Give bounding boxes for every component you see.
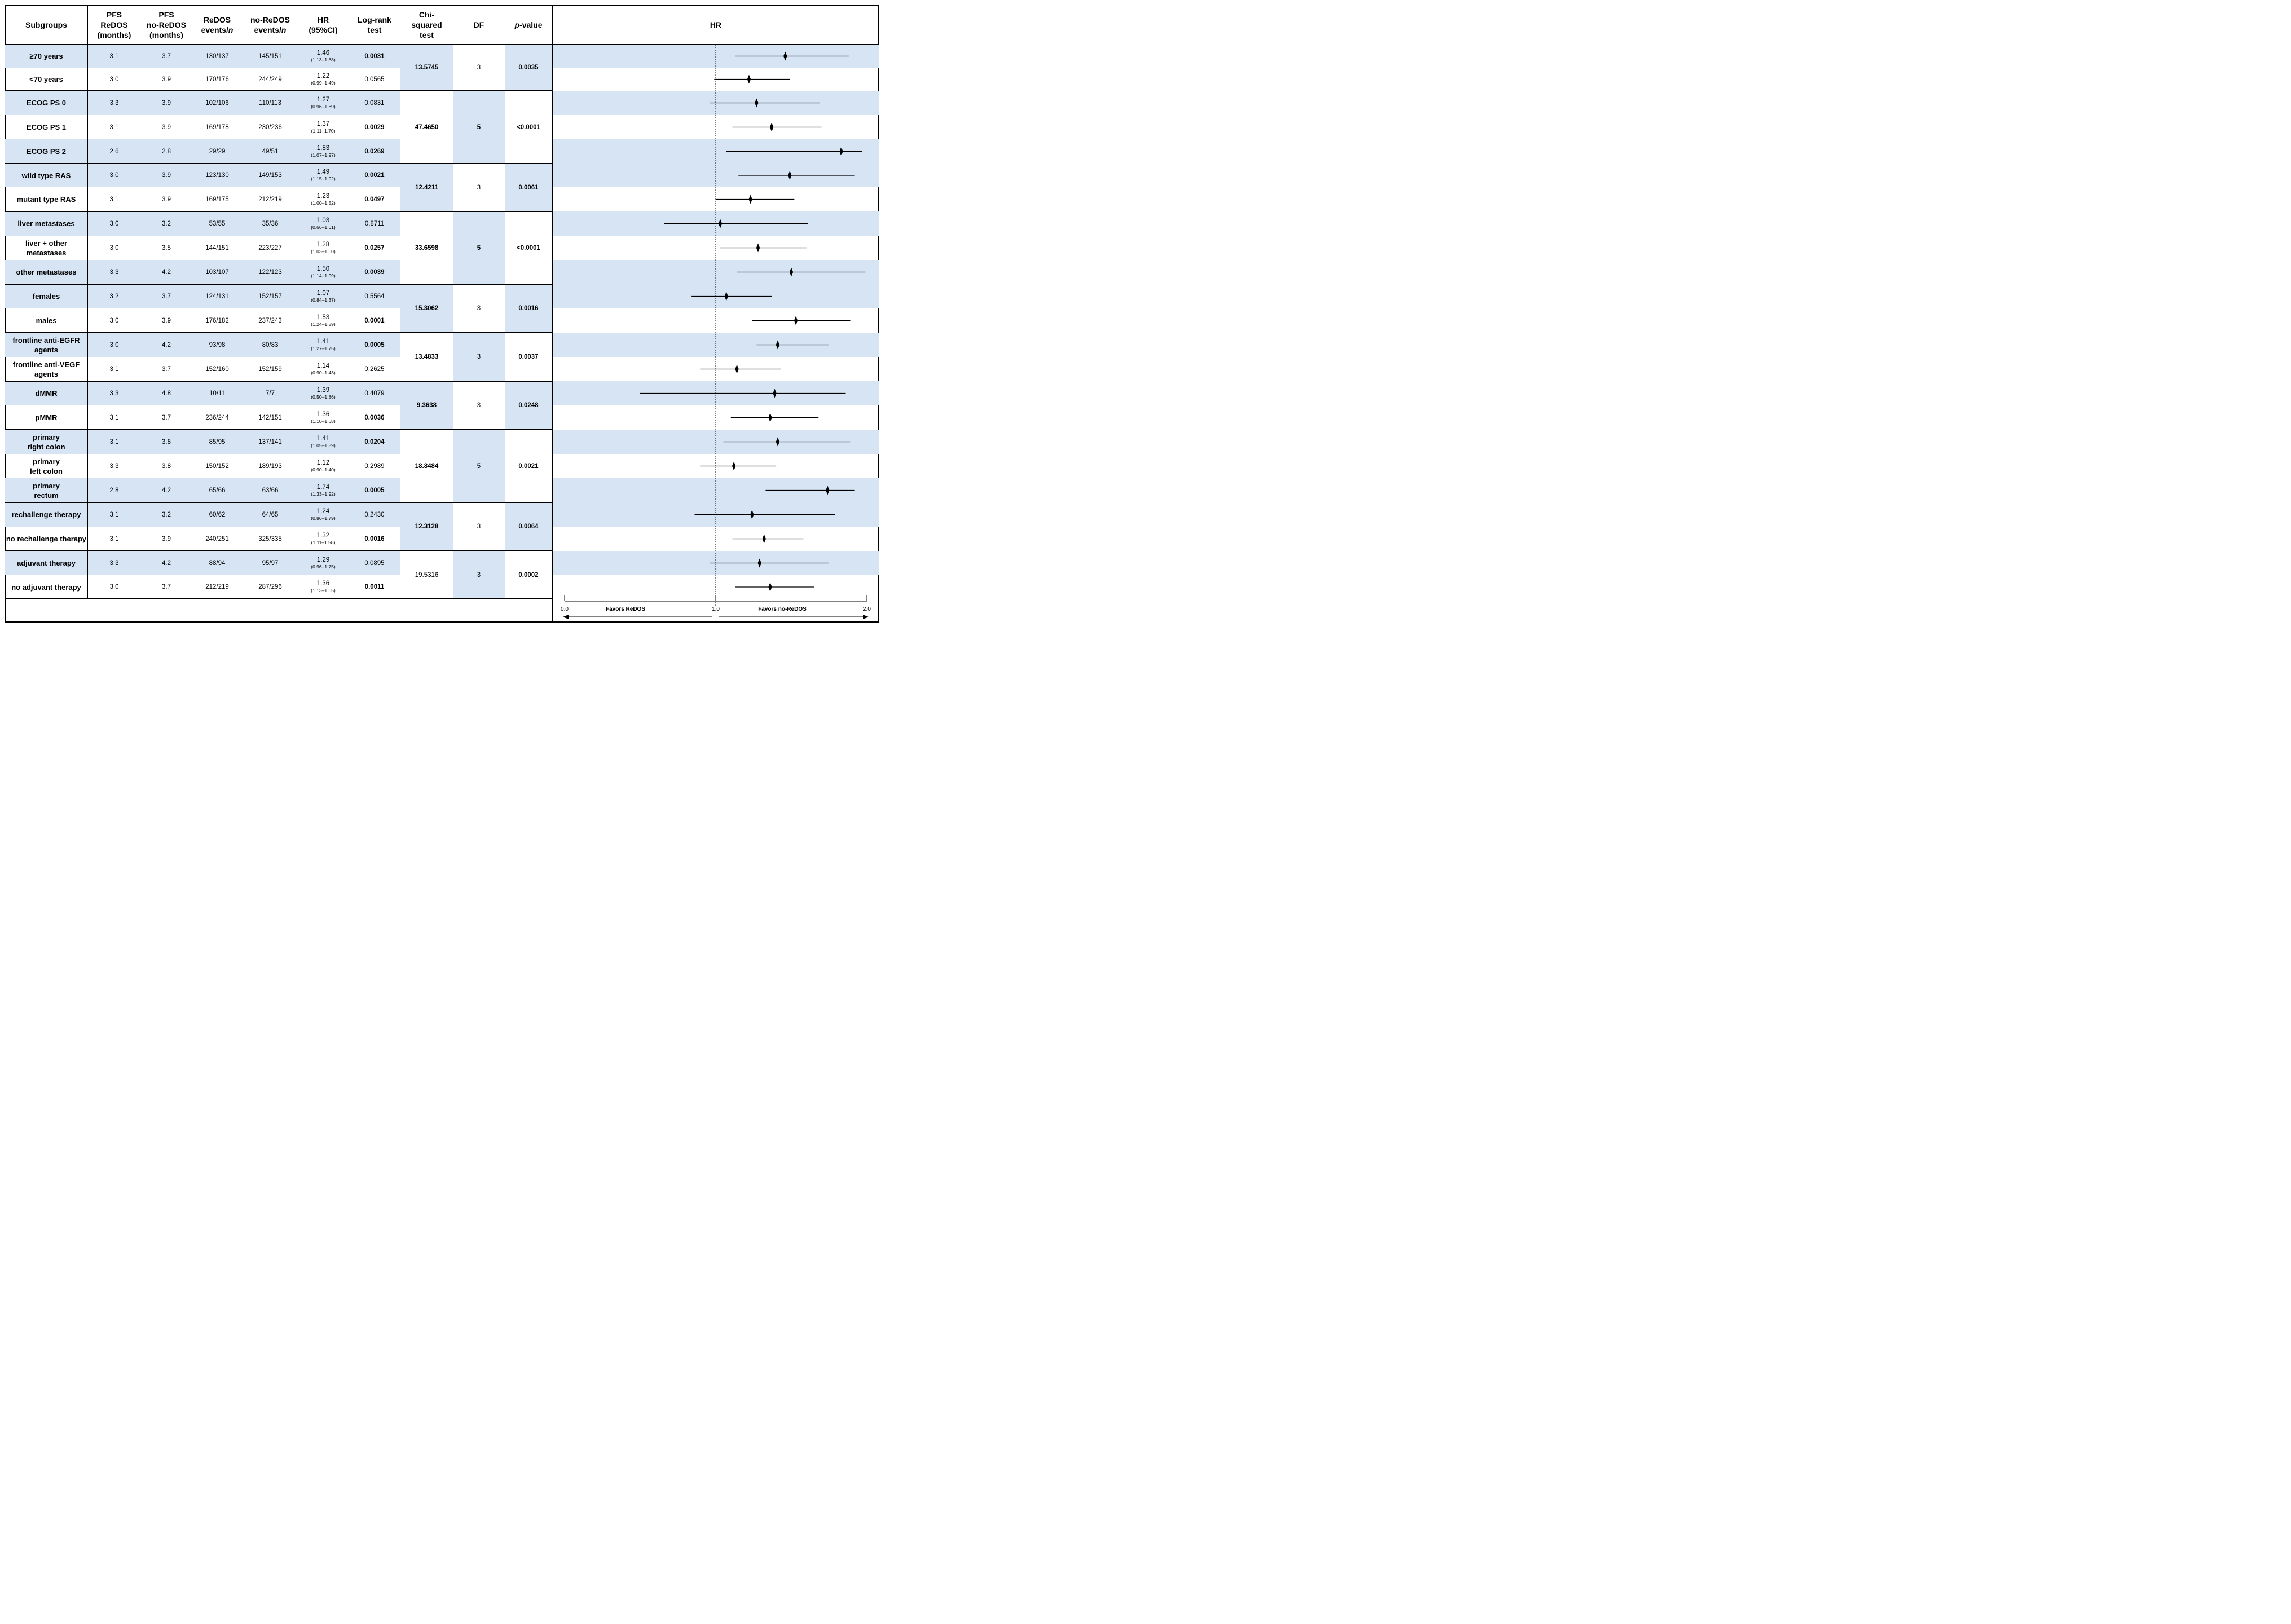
noredos-events-value: 149/153 [258,172,282,179]
subgroup-label-text: ≥70 years [29,52,63,60]
noredos-events-value: 189/193 [258,462,282,470]
subgroup-label-text: wild type RAS [21,171,71,180]
noredos-events-value: 80/83 [262,341,279,348]
df-value: 3 [477,571,481,579]
noredos-events-value: 63/66 [262,487,279,494]
header-rule [5,44,879,45]
df-value: 3 [477,64,481,71]
hr-value: 1.24 [316,508,330,515]
pfs-noredos-value: 3.7 [162,52,171,60]
subgroup-label-text: metastases [26,248,67,257]
header-text: no-ReDOS [147,20,186,29]
subgroup-label-text: ECOG PS 1 [26,123,67,131]
noredos-events-value: 325/335 [258,535,282,542]
redos-events-value: 169/175 [205,196,229,203]
ci-value: (0.86–1.79) [311,515,336,521]
redos-events-value: 152/160 [205,365,229,373]
pfs-noredos-value: 3.9 [162,535,171,542]
logrank-value: 0.0029 [364,123,385,131]
pfs-noredos-value: 3.9 [162,172,171,179]
subgroup-label-text: left colon [30,466,63,475]
hr-value: 1.32 [316,532,330,539]
logrank-value: 0.0565 [364,76,385,83]
df-value: 5 [477,462,481,470]
chi-value: 47.4650 [415,123,439,131]
pfs-noredos-value: 3.7 [162,365,171,373]
ci-value: (0.50–1.86) [311,394,336,400]
x-tick-label: 0.0 [561,606,569,612]
header-text: HR [710,20,722,29]
ci-value: (1.10–1.68) [311,418,336,424]
ci-value: (1.14–1.99) [311,272,336,279]
pfs-redos-value: 3.0 [109,76,119,83]
hr-value: 1.49 [316,169,330,175]
redos-events-value: 150/152 [205,462,229,470]
subgroup-label-text: liver + other [25,239,68,248]
ci-value: (1.27–1.75) [311,345,336,351]
header-text: Log-rank [358,15,391,24]
pfs-noredos-value: 3.5 [162,244,171,251]
subgroup-label-text: adjuvant therapy [16,559,76,567]
redos-events-value: 65/66 [209,487,226,494]
pfs-noredos-value: 3.7 [162,293,171,300]
pfs-redos-value: 3.0 [109,341,119,348]
ci-value: (0.84–1.37) [311,297,336,303]
redos-events-value: 10/11 [209,390,225,397]
noredos-events-value: 49/51 [262,148,279,155]
pvalue-value: 0.0061 [518,184,539,191]
redos-events-value: 102/106 [205,99,229,107]
header-text: DF [473,20,484,29]
redos-events-value: 53/55 [209,220,226,227]
noredos-events-value: 244/249 [258,76,282,83]
logrank-value: 0.8711 [364,220,385,227]
pfs-redos-value: 3.1 [109,365,119,373]
header-text: HR [317,15,329,24]
logrank-value: 0.0021 [364,172,385,179]
subgroup-label-text: rechallenge therapy [11,510,81,519]
header-text: (95%CI) [309,25,338,34]
chi-value: 12.3128 [415,523,439,530]
hr-value: 1.22 [316,72,330,80]
pvalue-value: <0.0001 [517,244,540,251]
pfs-redos-value: 3.3 [109,268,119,276]
chi-value: 18.8484 [415,462,439,470]
pfs-redos-value: 3.0 [109,317,119,324]
redos-events-value: 103/107 [205,268,229,276]
ci-value: (1.13–1.65) [311,588,336,593]
ci-value: (1.13–1.88) [311,56,336,63]
ci-value: (1.05–1.89) [311,442,336,448]
noredos-events-value: 95/97 [262,559,279,567]
noredos-events-value: 137/141 [258,438,282,445]
chi-value: 9.3638 [416,402,437,409]
redos-events-value: 236/244 [205,414,229,421]
subgroup-label-text: agents [34,369,58,378]
logrank-value: 0.2989 [364,462,385,470]
pfs-noredos-value: 3.8 [162,438,171,445]
header-text: n [281,25,287,34]
hr-value: 1.53 [316,314,330,321]
header-text: Chi- [418,10,435,19]
header-text: (months) [97,30,131,39]
subgroup-label-text: frontline anti-EGFR [12,336,80,345]
chi-value: 12.4211 [415,184,438,191]
ci-value: (0.96–1.75) [311,563,336,570]
subgroup-label-text: pMMR [35,413,58,422]
pfs-redos-value: 3.1 [109,123,119,131]
pvalue-value: 0.0016 [518,305,539,312]
x-tick-label: 2.0 [863,606,871,612]
pfs-redos-value: 3.3 [109,99,119,107]
hr-value: 1.41 [316,338,330,345]
chi-value: 13.4833 [415,354,439,360]
header-text: no-ReDOS [250,15,290,24]
header-text: events/ [254,25,281,34]
header-text: Subgroups [25,20,67,29]
subgroup-label-text: rectum [34,491,59,500]
ci-value: (1.24–1.89) [311,321,336,327]
noredos-events-value: 237/243 [258,317,282,324]
logrank-value: 0.0257 [364,244,385,251]
pfs-redos-value: 2.6 [109,148,119,155]
header-text: n [228,25,233,34]
hr-value: 1.36 [316,411,330,418]
ci-value: (1.33–1.92) [311,491,336,497]
redos-events-value: 170/176 [205,76,229,83]
hr-value: 1.50 [316,265,330,272]
redos-events-value: 130/137 [205,52,229,60]
ci-value: (1.11–1.58) [311,539,336,545]
subgroup-label-text: primary [33,481,60,490]
ci-value: (1.07–1.97) [311,152,336,158]
favors-noredos-label: Favors no-ReDOS [758,606,807,612]
header-text: test [367,25,382,34]
chi-value: 19.5316 [415,571,439,579]
pfs-noredos-value: 3.9 [162,317,171,324]
pfs-noredos-value: 3.9 [162,123,171,131]
pfs-redos-value: 3.0 [109,172,119,179]
pvalue-value: 0.0021 [518,462,539,470]
noredos-events-value: 230/236 [258,123,282,131]
ci-value: (0.90–1.40) [311,466,336,473]
redos-events-value: 88/94 [209,559,226,567]
hr-value: 1.29 [316,556,330,563]
hr-value: 1.36 [316,580,330,587]
x-tick-label: 1.0 [712,606,720,612]
noredos-events-value: 35/36 [262,220,279,227]
subgroup-label-text: dMMR [35,389,58,398]
subgroup-label-text: mutant type RAS [16,195,76,204]
pfs-noredos-value: 3.2 [162,511,171,518]
noredos-events-value: 145/151 [258,52,282,60]
subgroup-label-text: right colon [27,442,65,451]
header-text: squared [411,20,442,29]
pfs-redos-value: 3.0 [109,584,119,590]
pfs-noredos-value: 3.9 [162,99,171,107]
favors-redos-label: Favors ReDOS [605,606,646,612]
pfs-noredos-value: 3.9 [162,76,171,83]
logrank-value: 0.0039 [364,268,385,276]
col-rule [552,5,553,623]
pfs-noredos-value: 4.2 [162,341,171,348]
pvalue-value: 0.0035 [518,64,539,71]
header-text: test [420,30,434,39]
pfs-noredos-value: 3.8 [162,462,171,470]
redos-events-value: 123/130 [205,172,229,179]
header-text: (months) [149,30,183,39]
pfs-noredos-value: 3.2 [162,220,171,227]
df-value: 3 [477,354,481,360]
logrank-value: 0.0831 [364,99,385,107]
hr-value: 1.28 [316,241,330,248]
logrank-value: 0.0005 [364,487,385,494]
header-text: PFS [106,10,122,19]
chi-value: 13.5745 [415,64,439,71]
hr-value: 1.07 [316,289,330,297]
pfs-redos-value: 3.1 [109,535,119,542]
ci-value: (0.96–1.69) [311,103,336,109]
noredos-events-value: 223/227 [258,244,282,251]
logrank-value: 0.2430 [364,511,385,518]
pfs-noredos-value: 3.7 [162,584,171,590]
pfs-redos-value: 3.0 [109,220,119,227]
logrank-value: 0.4079 [364,390,385,397]
redos-events-value: 60/62 [209,511,226,518]
hr-value: 1.39 [316,386,330,394]
header-text: -value [519,20,543,29]
logrank-value: 0.0011 [364,584,385,590]
pfs-redos-value: 3.1 [109,511,119,518]
ci-value: (0.66–1.61) [311,224,336,230]
ci-value: (0.99–1.49) [311,80,336,86]
hr-value: 1.23 [316,192,330,200]
pfs-noredos-value: 4.2 [162,268,171,276]
ci-value: (1.11–1.70) [311,127,336,134]
df-value: 5 [477,244,481,251]
subgroup-label-text: primary [33,433,60,442]
hr-value: 1.12 [316,459,330,466]
pfs-redos-value: 3.1 [109,414,119,421]
table-grid [0,0,884,627]
pfs-noredos-value: 4.8 [162,390,171,397]
pfs-redos-value: 3.0 [109,244,119,251]
subgroup-label-text: ECOG PS 0 [26,99,67,107]
hr-value: 1.37 [316,120,330,127]
ci-value: (1.15–1.92) [311,176,336,182]
pfs-noredos-value: 4.2 [162,559,171,567]
pvalue-value: 0.0064 [518,523,539,530]
logrank-value: 0.0036 [364,414,385,421]
col-rule [87,5,88,599]
redos-events-value: 85/95 [209,438,226,445]
df-value: 3 [477,305,481,312]
subgroup-label-text: females [32,292,60,301]
pvalue-value: 0.0248 [518,402,539,409]
subgroup-label-text: males [36,316,57,325]
chi-value: 15.3062 [415,305,439,312]
chi-value: 33.6598 [415,244,439,251]
redos-events-value: 144/151 [205,244,229,251]
hr-value: 1.14 [316,362,330,369]
redos-events-value: 93/98 [209,341,226,348]
subgroup-label-text: agents [34,345,58,354]
hr-value: 1.74 [316,483,330,491]
header-text: events/ [201,25,228,34]
ci-value: (1.03–1.60) [311,248,336,254]
pfs-redos-value: 3.3 [109,559,119,567]
redos-events-value: 169/178 [205,123,229,131]
hr-value: 1.46 [316,49,330,56]
noredos-events-value: 212/219 [258,196,282,203]
pfs-redos-value: 3.2 [109,293,119,300]
subgroup-label-text: ECOG PS 2 [26,147,67,156]
noredos-events-value: 64/65 [262,511,279,518]
noredos-events-value: 152/159 [258,365,282,373]
pfs-noredos-value: 3.7 [162,414,171,421]
pfs-redos-value: 3.1 [109,438,119,445]
header-text: PFS [158,10,174,19]
hr-value: 1.41 [316,435,330,442]
noredos-events-value: 152/157 [258,293,282,300]
logrank-value: 0.2625 [364,365,385,373]
noredos-events-value: 287/296 [258,584,282,590]
df-value: 3 [477,184,481,191]
pfs-noredos-value: 3.9 [162,196,171,203]
redos-events-value: 124/131 [205,293,229,300]
pfs-redos-value: 3.3 [109,390,119,397]
subgroup-label-text: no rechallenge therapy [6,535,87,543]
redos-events-value: 29/29 [209,148,226,155]
df-value: 5 [477,123,481,131]
logrank-value: 0.0001 [364,317,385,324]
pfs-noredos-value: 4.2 [162,487,171,494]
hr-value: 1.27 [316,96,330,103]
pvalue-value: <0.0001 [517,123,540,131]
noredos-events-value: 122/123 [258,268,282,276]
subgroup-label-text: no adjuvant therapy [11,582,81,592]
logrank-value: 0.0016 [364,535,385,542]
redos-events-value: 176/182 [205,317,229,324]
logrank-value: 0.0031 [364,52,385,60]
subgroup-label-text: other metastases [16,268,77,276]
redos-events-value: 212/219 [205,584,229,590]
noredos-events-value: 7/7 [266,390,275,397]
header-text: ReDOS [203,15,231,24]
pfs-noredos-value: 2.8 [162,148,171,155]
noredos-events-value: 110/113 [259,99,281,107]
logrank-value: 0.0497 [364,196,385,203]
logrank-value: 0.5564 [364,293,385,300]
subgroup-label-text: liver metastases [17,219,75,228]
header-text: p [514,20,520,29]
pfs-redos-value: 3.1 [109,196,119,203]
redos-events-value: 240/251 [205,535,229,542]
subgroup-label-text: <70 years [29,75,63,83]
df-value: 3 [477,402,481,409]
logrank-value: 0.0204 [364,438,385,445]
noredos-events-value: 142/151 [258,414,282,421]
hr-value: 1.03 [316,217,330,224]
pfs-redos-value: 3.1 [109,52,119,60]
hr-value: 1.83 [316,144,330,152]
logrank-value: 0.0269 [364,148,385,155]
logrank-value: 0.0005 [364,341,385,348]
pvalue-value: 0.0037 [518,354,539,360]
ci-value: (0.90–1.43) [311,369,336,376]
subgroup-label-text: primary [33,457,60,466]
pfs-redos-value: 3.3 [109,462,119,470]
logrank-value: 0.0895 [364,559,385,567]
pfs-redos-value: 2.8 [109,487,119,494]
df-value: 3 [477,523,481,530]
header-text: ReDOS [100,20,128,29]
pvalue-value: 0.0002 [518,571,539,579]
ci-value: (1.00–1.52) [311,200,336,206]
subgroup-label-text: frontline anti-VEGF [12,360,80,369]
